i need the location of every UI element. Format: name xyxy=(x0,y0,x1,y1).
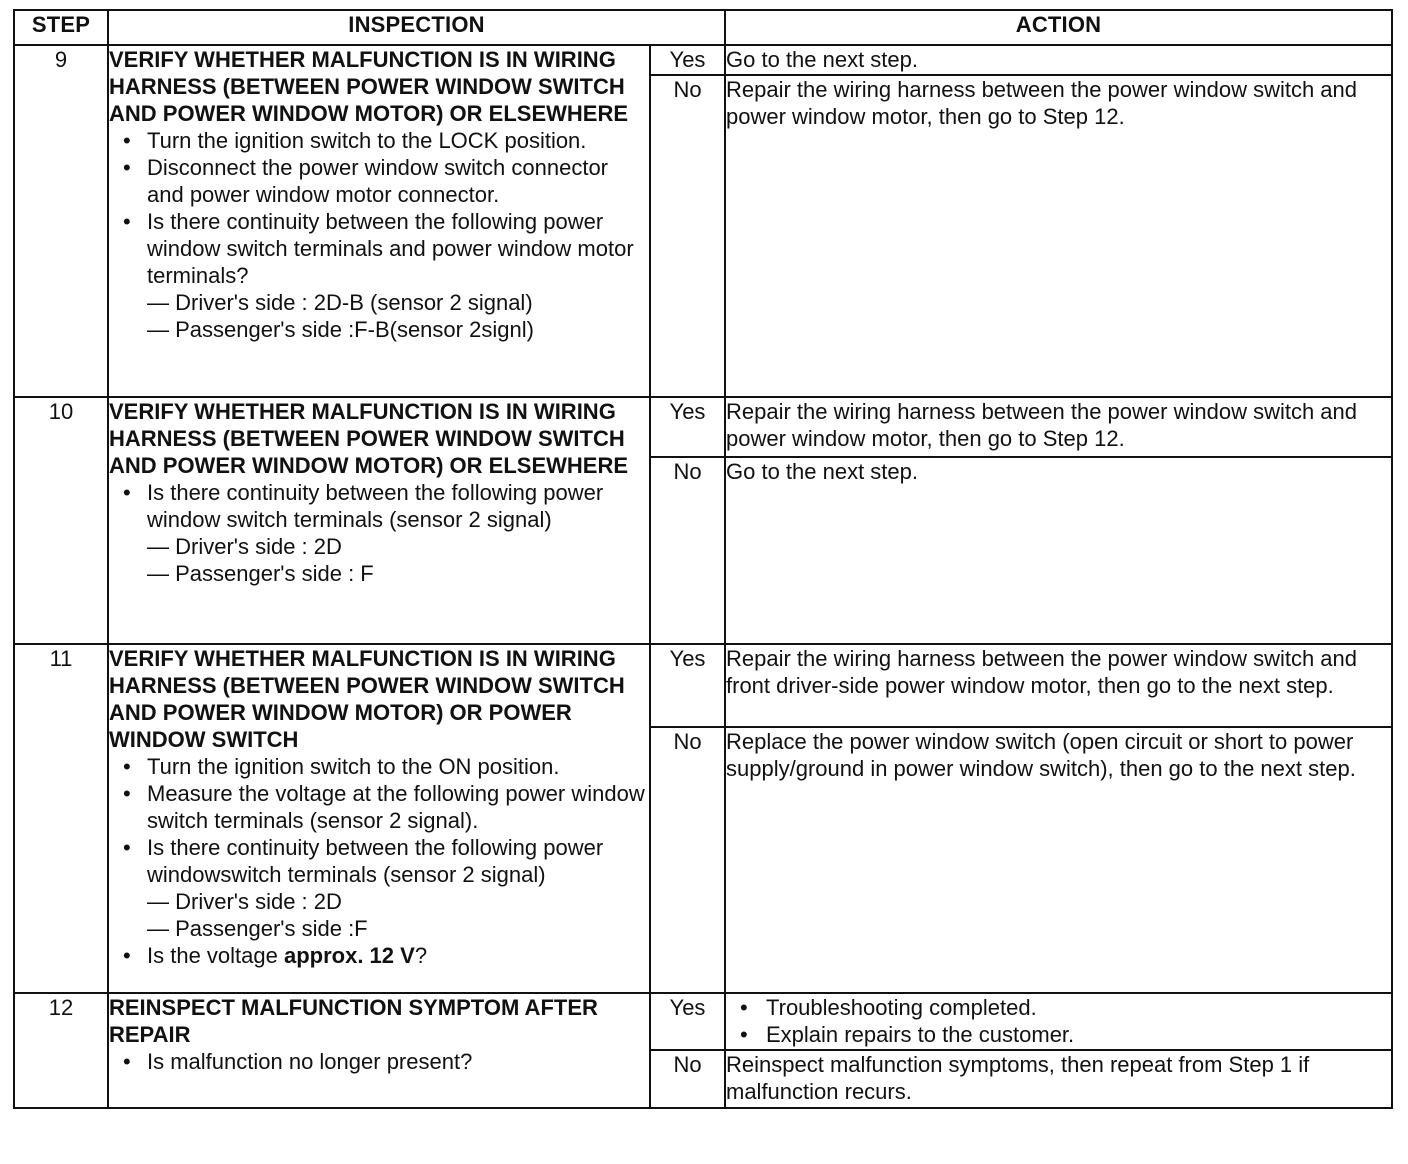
bullet-item: • Turn the ignition switch to the LOCK position. xyxy=(123,127,649,154)
inspection-title: VERIFY WHETHER MALFUNCTION IS IN WIRING HARNESS (BETWEEN POWER WINDOW SWITCH AND POWER WINDOW MOTOR) OR ELSEWHERE xyxy=(109,399,629,478)
bullet-text: Is there continuity between the following power window switch terminals and power window motor terminals? xyxy=(147,209,634,288)
inspection-bullets xyxy=(109,753,649,969)
bullet-item xyxy=(123,479,649,587)
step-9-yes-row xyxy=(14,45,1392,75)
step-9-inspection xyxy=(108,45,650,397)
step-12-yes-row xyxy=(14,993,1392,1050)
action-bullet: • Troubleshooting completed. xyxy=(740,994,1391,1021)
yes-action xyxy=(725,993,1392,1050)
sub-items xyxy=(147,888,649,942)
inspection-title: VERIFY WHETHER MALFUNCTION IS IN WIRING HARNESS (BETWEEN POWER WINDOW SWITCH AND POWER WINDOW MOTOR) OR POWER WINDOW SWITCH xyxy=(109,646,625,752)
sub-item: — Driver's side : 2D xyxy=(147,534,342,559)
bullet-text: Is the voltage xyxy=(147,943,284,968)
yes-action: Repair the wiring harness between the power window switch and power window motor, then go to Step 12. xyxy=(725,397,1392,457)
step-12-inspection xyxy=(108,993,650,1108)
no-label: No xyxy=(650,1050,725,1108)
no-action: Reinspect malfunction symptoms, then repeat from Step 1 if malfunction recurs. xyxy=(725,1050,1392,1108)
action-bullets xyxy=(726,994,1391,1048)
sub-items xyxy=(147,289,649,343)
header-step: STEP xyxy=(14,10,108,45)
header-row xyxy=(14,10,1392,45)
sub-item: — Passenger's side : F xyxy=(147,561,374,586)
step-11-inspection xyxy=(108,644,650,993)
step-11-yes-row xyxy=(14,644,1392,727)
no-action: Replace the power window switch (open circuit or short to power supply/ground in power window switch), then go to the next step. xyxy=(725,727,1392,993)
sub-item: — Driver's side : 2D-B (sensor 2 signal) xyxy=(147,290,533,315)
yes-label: Yes xyxy=(650,644,725,727)
bullet-text: Is there continuity between the following power windowswitch terminals (sensor 2 signal) xyxy=(147,835,604,887)
bullet-item: • Turn the ignition switch to the ON position. xyxy=(123,753,649,780)
inspection-title: VERIFY WHETHER MALFUNCTION IS IN WIRING HARNESS (BETWEEN POWER WINDOW SWITCH AND POWER WINDOW MOTOR) OR ELSEWHERE xyxy=(109,47,629,126)
step-number: 12 xyxy=(14,993,108,1108)
yes-label: Yes xyxy=(650,397,725,457)
no-action: Go to the next step. xyxy=(725,457,1392,644)
yes-action: Repair the wiring harness between the power window switch and front driver-side power window motor, then go to the next step. xyxy=(725,644,1392,727)
sub-item: — Passenger's side :F-B(sensor 2signl) xyxy=(147,317,534,342)
no-label: No xyxy=(650,727,725,993)
troubleshooting-table xyxy=(13,9,1393,1109)
step-number: 11 xyxy=(14,644,108,993)
bullet-text-bold: approx. 12 V xyxy=(283,943,415,968)
step-10-inspection xyxy=(108,397,650,644)
bullet-item xyxy=(123,208,649,343)
action-bullet: • Explain repairs to the customer. xyxy=(740,1021,1391,1048)
bullet-item xyxy=(123,834,649,942)
step-number: 10 xyxy=(14,397,108,644)
yes-label: Yes xyxy=(650,993,725,1050)
sub-item: — Driver's side : 2D xyxy=(147,889,342,914)
header-action: ACTION xyxy=(725,10,1392,45)
bullet-item: • Disconnect the power window switch connector and power window motor connector. xyxy=(123,154,649,208)
no-action: Repair the wiring harness between the power window switch and power window motor, then go to Step 12. xyxy=(725,75,1392,397)
bullet-item: • Measure the voltage at the following power window switch terminals (sensor 2 signal). xyxy=(123,780,649,834)
yes-label: Yes xyxy=(650,45,725,75)
sub-item: — Passenger's side :F xyxy=(147,916,368,941)
inspection-bullets xyxy=(109,127,649,343)
inspection-title: REINSPECT MALFUNCTION SYMPTOM AFTER REPAIR xyxy=(109,995,598,1047)
inspection-bullets xyxy=(109,1048,649,1075)
bullet-text: Is there continuity between the following power window switch terminals (sensor 2 signal) xyxy=(147,480,604,532)
header-inspection: INSPECTION xyxy=(108,10,725,45)
bullet-text: ? xyxy=(414,943,428,968)
inspection-bullets xyxy=(109,479,649,587)
bullet-item: • Is malfunction no longer present? xyxy=(123,1048,649,1075)
no-label: No xyxy=(650,457,725,644)
document-page xyxy=(13,9,1391,1109)
bullet-item xyxy=(123,942,649,969)
step-10-yes-row xyxy=(14,397,1392,457)
step-number: 9 xyxy=(14,45,108,397)
no-label: No xyxy=(650,75,725,397)
yes-action: Go to the next step. xyxy=(725,45,1392,75)
sub-items xyxy=(147,533,649,587)
